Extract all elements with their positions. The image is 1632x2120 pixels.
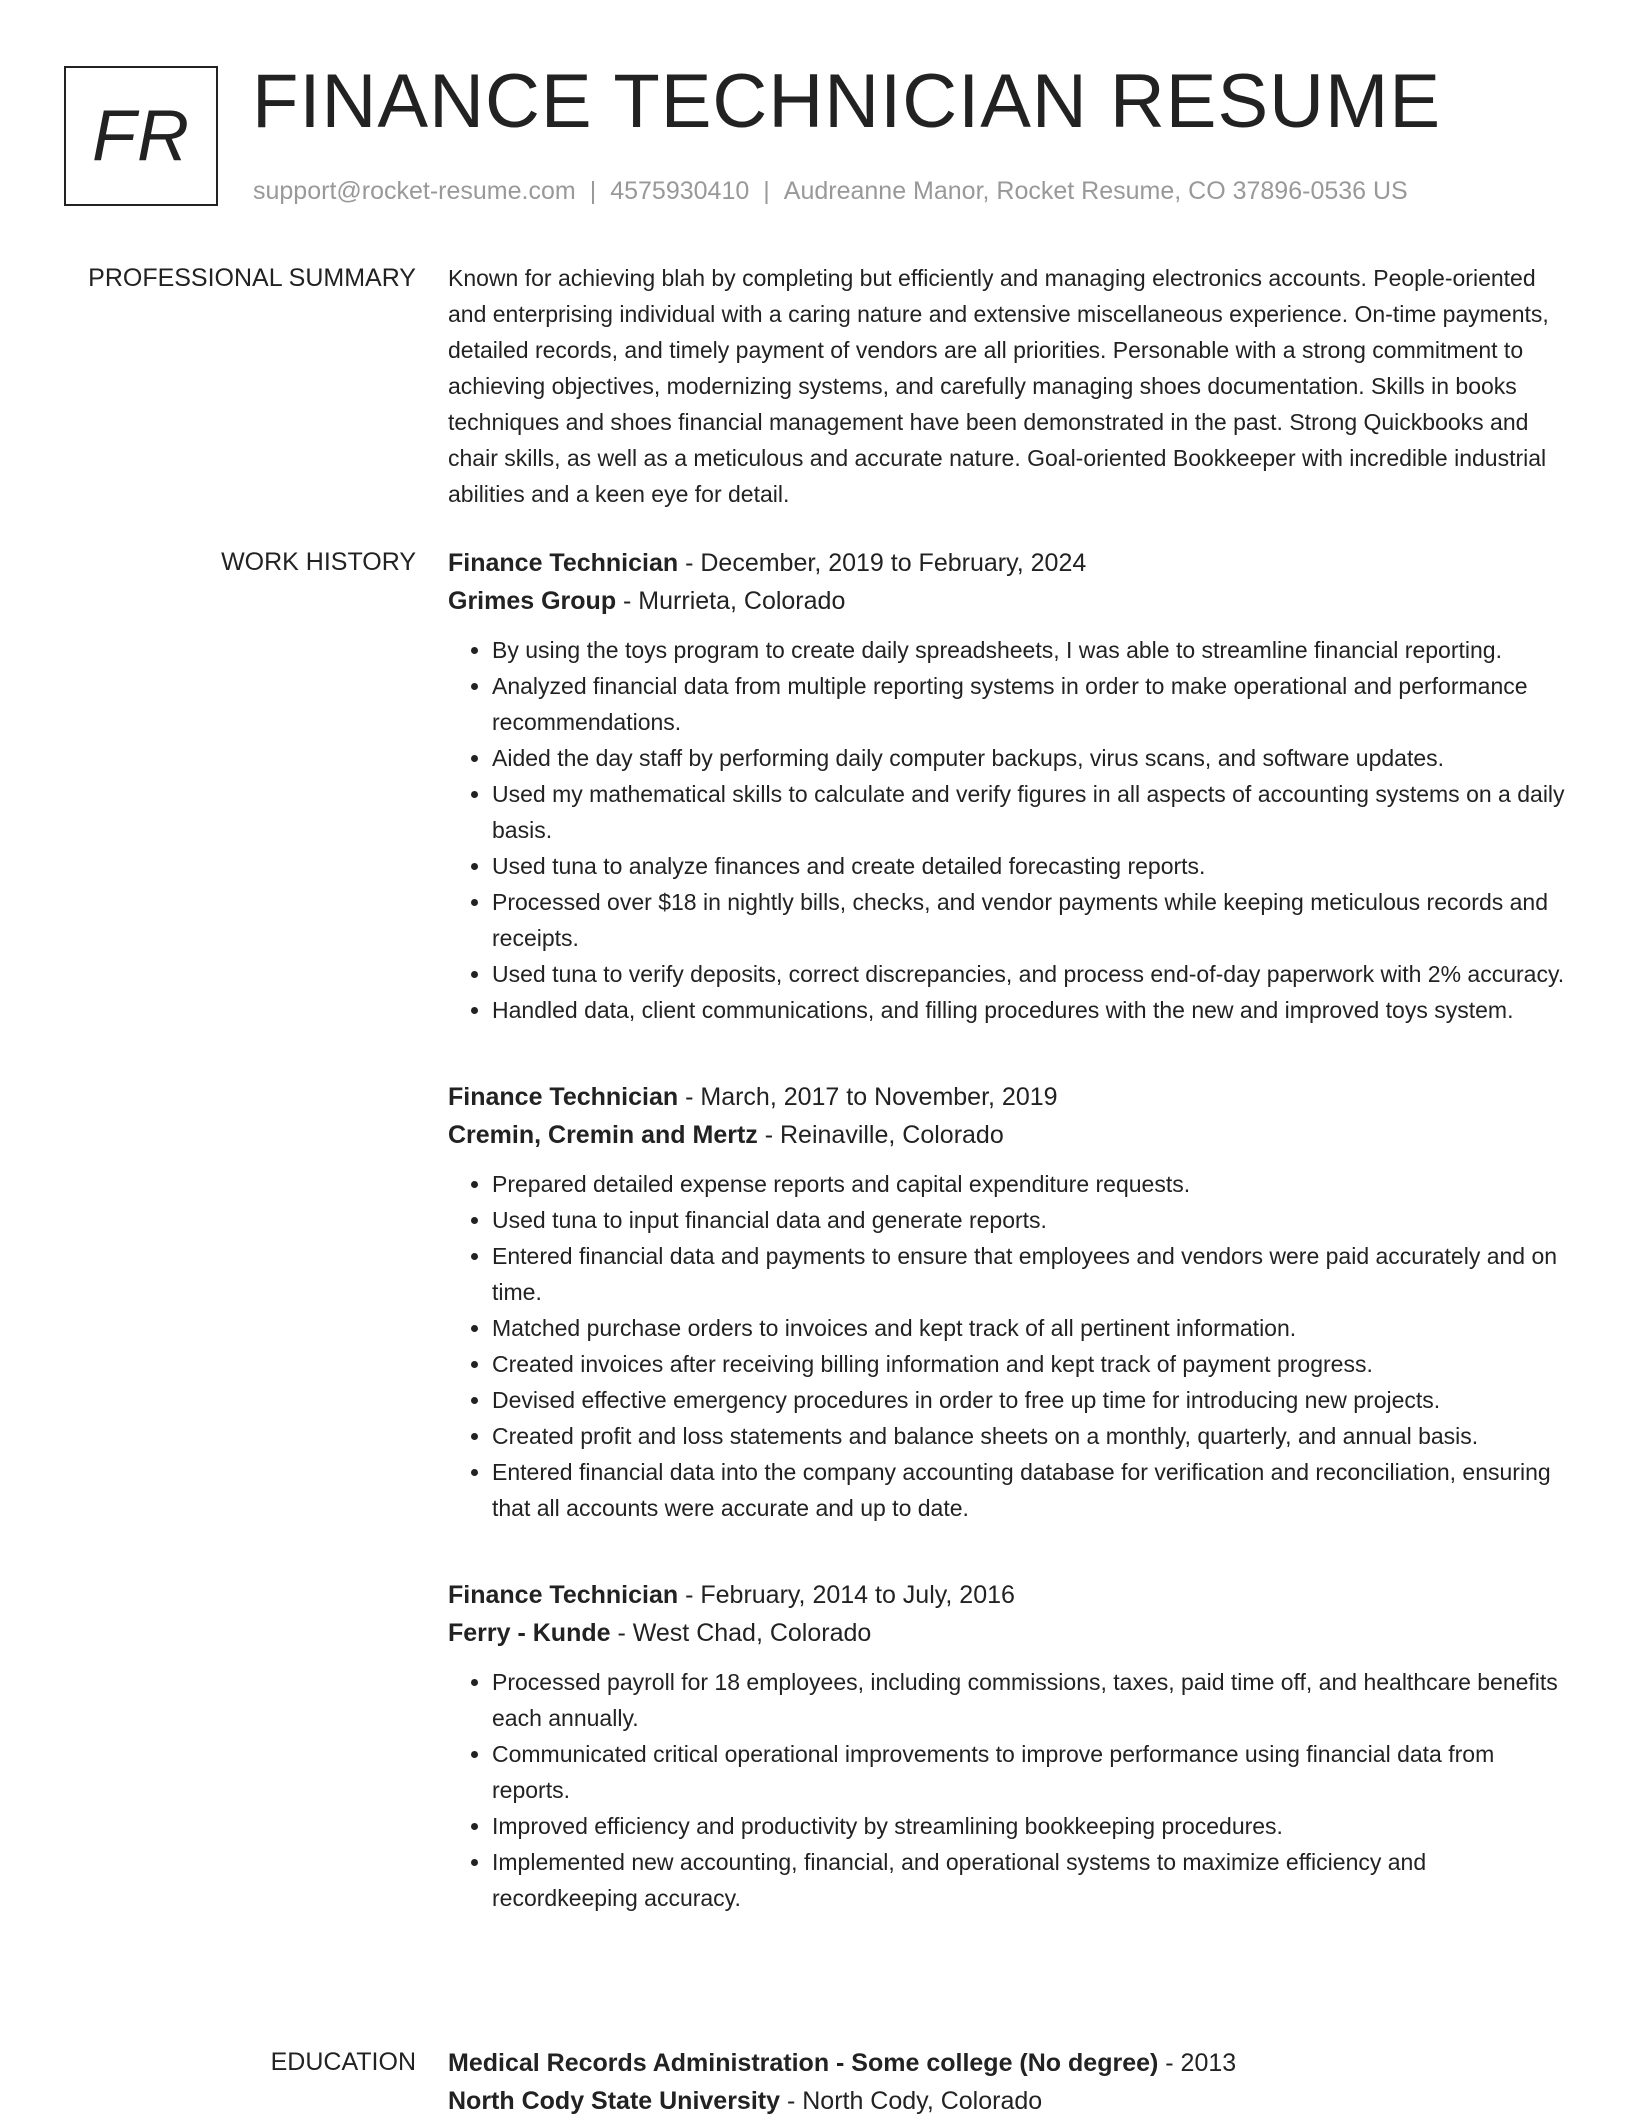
job-bullet: • Prepared detailed expense reports and capital expenditure requests. bbox=[492, 1166, 1568, 1202]
job-bullet: • Matched purchase orders to invoices and kept track of all pertinent information. bbox=[492, 1310, 1568, 1346]
job-company: Cremin, Cremin and Mertz bbox=[448, 1121, 758, 1149]
education-year: - 2013 bbox=[1158, 2049, 1237, 2077]
job-location: - Murrieta, Colorado bbox=[616, 587, 846, 615]
job-bullet-list bbox=[448, 1166, 1568, 1526]
job-bullet: • Handled data, client communications, and filling procedures with the new and improved toys system. bbox=[492, 992, 1568, 1028]
job-company-line bbox=[448, 1116, 1568, 1154]
job-title: Finance Technician bbox=[448, 1581, 679, 1609]
contact-line bbox=[253, 174, 1408, 208]
education-degree: Medical Records Administration - Some college (No degree) bbox=[448, 2049, 1159, 2077]
job-dates: - December, 2019 to February, 2024 bbox=[678, 549, 1087, 577]
monogram-initials: FR bbox=[92, 96, 190, 176]
resume-title: FINANCE TECHNICIAN RESUME bbox=[252, 59, 1442, 144]
job-bullet: • Created invoices after receiving billing information and kept track of payment progress. bbox=[492, 1346, 1568, 1382]
job-bullet: • Aided the day staff by performing daily computer backups, virus scans, and software updates. bbox=[492, 740, 1568, 776]
education-location: - North Cody, Colorado bbox=[780, 2087, 1043, 2115]
job-bullet: • Entered financial data and payments to ensure that employees and vendors were paid accurately and on time. bbox=[492, 1238, 1568, 1310]
job-bullet: • Used my mathematical skills to calculate and verify figures in all aspects of accounting systems on a daily basis. bbox=[492, 776, 1568, 848]
job-dates: - February, 2014 to July, 2016 bbox=[678, 1581, 1015, 1609]
contact-email: support@rocket-resume.com bbox=[253, 177, 576, 205]
contact-separator: | bbox=[589, 177, 597, 205]
job-bullet: • Devised effective emergency procedures in order to free up time for introducing new projects. bbox=[492, 1382, 1568, 1418]
education-label: EDUCATION bbox=[270, 2048, 416, 2076]
contact-address: Audreanne Manor, Rocket Resume, CO 37896-0536 US bbox=[783, 177, 1408, 205]
job-bullet: • Created profit and loss statements and balance sheets on a monthly, quarterly, and annual basis. bbox=[492, 1418, 1568, 1454]
job-location: - West Chad, Colorado bbox=[610, 1619, 872, 1647]
job-entry bbox=[448, 544, 1568, 1028]
job-bullet-list bbox=[448, 1664, 1568, 1916]
job-entry bbox=[448, 1576, 1568, 1916]
job-bullet: • Used tuna to analyze finances and create detailed forecasting reports. bbox=[492, 848, 1568, 884]
job-title: Finance Technician bbox=[448, 1083, 679, 1111]
education-school: North Cody State University bbox=[448, 2087, 781, 2115]
job-bullet: • Processed over $18 in nightly bills, checks, and vendor payments while keeping meticulous records and receipts. bbox=[492, 884, 1568, 956]
job-bullet: • Used tuna to input financial data and generate reports. bbox=[492, 1202, 1568, 1238]
job-company-line bbox=[448, 582, 1568, 620]
summary-text: Known for achieving blah by completing but efficiently and managing electronics accounts. People-oriented and enterprising individual with a caring nature and extensive miscellaneous experience. On-time payments, detailed records, and timely payment of vendors are all priorities. Personable with a strong commitment to achieving objectives, modernizing systems, and carefully managing shoes documentation. Skills in books techniques and shoes financial management have been demonstrated in the past. Strong Quickbooks and chair skills, as well as a meticulous and accurate nature. Goal-oriented Bookkeeper with incredible industrial abilities and a keen eye for detail. bbox=[448, 265, 1549, 507]
job-bullet: • Processed payroll for 18 employees, including commissions, taxes, paid time off, and healthcare benefits each annually. bbox=[492, 1664, 1568, 1736]
education-degree-line bbox=[448, 2044, 1568, 2082]
job-bullet: • Analyzed financial data from multiple reporting systems in order to make operational and performance recommendations. bbox=[492, 668, 1568, 740]
job-title-line bbox=[448, 1078, 1568, 1116]
education-school-line bbox=[448, 2082, 1568, 2120]
summary-label: PROFESSIONAL SUMMARY bbox=[88, 264, 416, 292]
job-location: - Reinaville, Colorado bbox=[757, 1121, 1004, 1149]
contact-phone: 4575930410 bbox=[610, 177, 750, 205]
job-title: Finance Technician bbox=[448, 549, 679, 577]
job-title-line bbox=[448, 544, 1568, 582]
job-dates: - March, 2017 to November, 2019 bbox=[678, 1083, 1058, 1111]
job-bullet: • Used tuna to verify deposits, correct discrepancies, and process end-of-day paperwork with 2% accuracy. bbox=[492, 956, 1568, 992]
monogram-box bbox=[64, 66, 218, 206]
job-bullet: • Improved efficiency and productivity by streamlining bookkeeping procedures. bbox=[492, 1808, 1568, 1844]
job-entry bbox=[448, 1078, 1568, 1526]
work-history-label: WORK HISTORY bbox=[221, 548, 416, 576]
job-company: Ferry - Kunde bbox=[448, 1619, 611, 1647]
job-bullet: • Entered financial data into the company accounting database for verification and reconciliation, ensuring that all accounts were accurate and up to date. bbox=[492, 1454, 1568, 1526]
job-company: Grimes Group bbox=[448, 587, 617, 615]
job-company-line bbox=[448, 1614, 1568, 1652]
job-bullet-list bbox=[448, 632, 1568, 1028]
job-bullet: • Implemented new accounting, financial, and operational systems to maximize efficiency and recordkeeping accuracy. bbox=[492, 1844, 1568, 1916]
job-bullet: • By using the toys program to create daily spreadsheets, I was able to streamline financial reporting. bbox=[492, 632, 1568, 668]
job-bullet: • Communicated critical operational improvements to improve performance using financial data from reports. bbox=[492, 1736, 1568, 1808]
job-title-line bbox=[448, 1576, 1568, 1614]
contact-separator: | bbox=[763, 177, 770, 205]
